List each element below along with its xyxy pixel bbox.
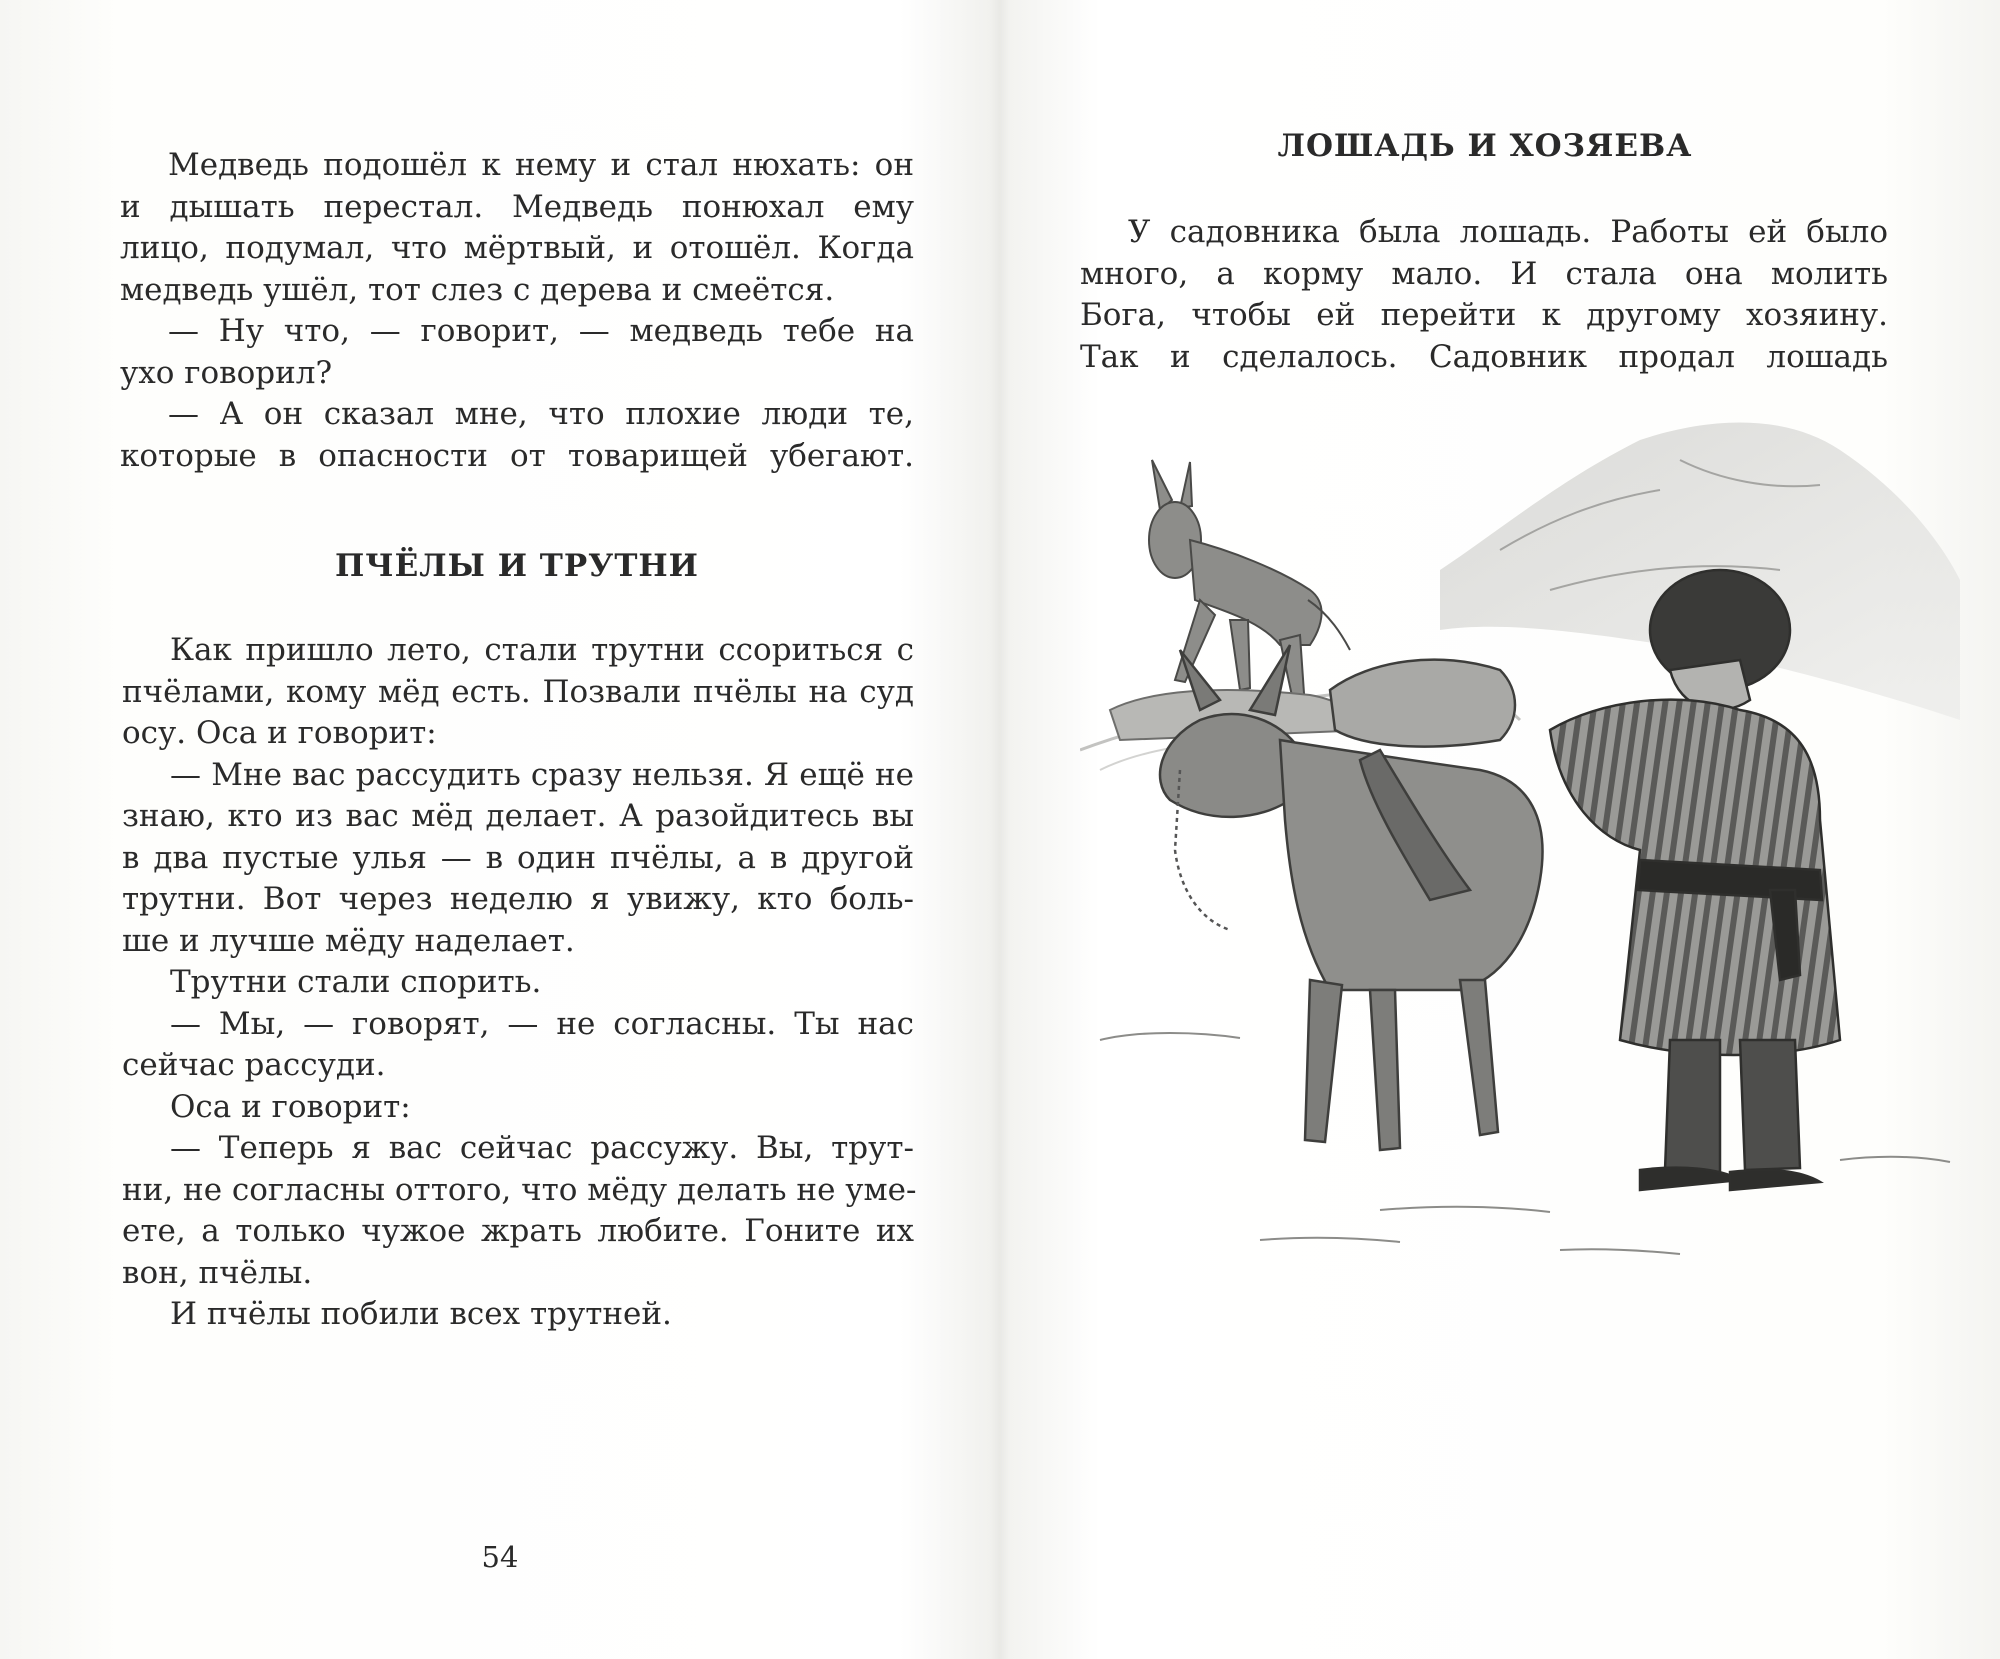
text-line: И пчёлы побили всех трутней. [170, 1296, 672, 1332]
story-paragraph [122, 1128, 917, 1294]
story-paragraph [122, 1294, 914, 1336]
text-line: Бога, чтобы ей перейти к другому хозяину. [1080, 297, 1888, 333]
text-line: — Мне вас рассудить сразу нельзя. Я ещё не [170, 756, 914, 793]
text-line: сейчас рассуди. [122, 1047, 386, 1083]
ground-sketch [1100, 1033, 1950, 1254]
page-number: 54 [481, 1540, 519, 1574]
text-line: знаю, кто из вас мёд делает. А разойдитесь вы [122, 798, 914, 834]
dialogue-paragraph [120, 311, 914, 394]
left-page-text-top [120, 145, 914, 477]
text-line: Оса и говорит: [170, 1088, 411, 1125]
text-line: Медведь подошёл к нему и стал нюхать: он [168, 147, 914, 183]
story-paragraph [122, 630, 914, 755]
continuation-paragraph [120, 145, 914, 311]
text-line: осу. Оса и говорит: [122, 715, 437, 751]
left-page-text-story [122, 630, 917, 1336]
story-title-horse: ЛОШАДЬ И ХОЗЯЕВА [1277, 128, 1693, 164]
text-line: пчёлами, кому мёд есть. Позвали пчёлы на суд [122, 673, 914, 710]
illustration-donkeys-and-man [1080, 420, 1960, 1480]
text-line: и дышать перестал. Медведь понюхал ему [120, 188, 914, 225]
text-line: — Мы, — говорят, — не согласны. Ты нас [170, 1005, 914, 1042]
text-line: Как пришло лето, стали трутни ссориться с [170, 632, 914, 668]
story-paragraph [1080, 212, 1888, 378]
dialogue-paragraph [120, 394, 914, 477]
text-line: Трутни стали спорить. [170, 964, 542, 1000]
story-title-bees: ПЧЁЛЫ И ТРУТНИ [335, 548, 699, 584]
story-paragraph [122, 1087, 914, 1129]
text-line: ше и лучше мёду наделает. [122, 922, 575, 959]
text-line: лицо, подумал, что мёртвый, и отошёл. Когда [120, 230, 914, 266]
text-line: в два пустые улья — в один пчёлы, а в другой [122, 839, 914, 876]
story-paragraph [122, 1004, 914, 1087]
text-line: которые в опасности от товарищей убегают. [120, 437, 914, 474]
text-line: медведь ушёл, тот слез с дерева и смеётся. [120, 271, 835, 308]
text-line: много, а корму мало. И стала она молить [1080, 255, 1888, 292]
text-line: У садовника была лошадь. Работы ей было [1128, 214, 1888, 250]
text-line: — А он сказал мне, что плохие люди те, [168, 396, 914, 432]
text-line: ете, а только чужое жрать любите. Гоните их [122, 1213, 914, 1249]
text-line: трутни. Вот через неделю я увижу, кто боль- [122, 881, 914, 917]
text-line: вон, пчёлы. [122, 1254, 313, 1291]
text-line: Так и сделалось. Садовник продал лошадь [1080, 338, 1888, 375]
right-page-text [1080, 212, 1888, 378]
story-paragraph [122, 755, 914, 963]
text-line: — Ну что, — говорит, — медведь тебе на [168, 313, 914, 349]
background-donkey [1149, 460, 1350, 710]
story-paragraph [122, 962, 914, 1004]
text-line: ухо говорил? [120, 354, 333, 391]
text-line: ни, не согласны оттого, что мёду делать не уме- [122, 1171, 917, 1208]
text-line: — Теперь я вас сейчас рассужу. Вы, трут- [170, 1130, 914, 1166]
